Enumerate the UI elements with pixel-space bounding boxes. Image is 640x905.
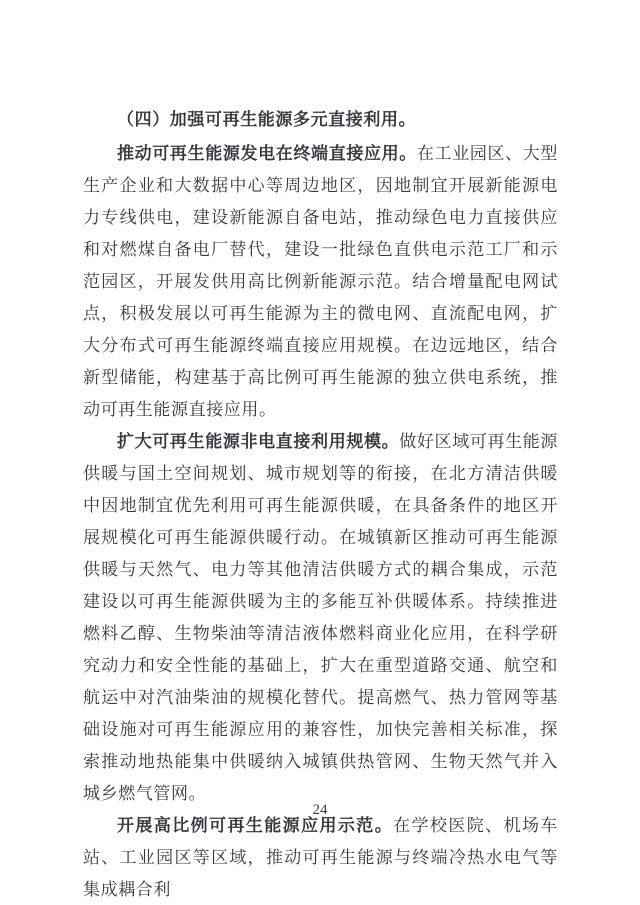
section-heading: （四）加强可再生能源多元直接利用。 (117, 110, 417, 129)
paragraph-3-lead: 开展高比例可再生能源应用示范。 (117, 816, 394, 835)
paragraph-1-text: 在工业园区、大型生产企业和大数据中心等周边地区，因地制宜开展新能源电力专线供电，建设新能源自备电站，推动绿色电力直接供应和对燃煤自备电厂替代，建设一批绿色直供电示范工厂和示范园区，开展发供用高比例新能源示范。结合增量配电网试点，积极发展以可再生能源为主的微电网、直流配电网，扩大分布式可再生能源终端直接应用规模。在边远地区，结合新型储能，构建基于高比例可再生能源的独立供电系统，推动可再生能源直接应用。 (83, 144, 558, 419)
page-number: 24 (312, 802, 328, 818)
paragraph-2-text: 做好区域可再生能源供暖与国土空间规划、城市规划等的衔接，在北方清洁供暖中因地制宜优先利用可再生能源供暖，在具备条件的地区开展规模化可再生能源供暖行动。在城镇新区推动可再生能源供暖与天然气、电力等其他清洁供暖方式的耦合集成，示范建设以可再生能源供暖为主的多能互补供暖体系。持续推进燃料乙醇、生物柴油等清洁液体燃料商业化应用，在科学研究动力和安全性能的基础上，扩大在重型道路交通、航空和航运中对汽油柴油的规模化替代。提高燃气、热力管网等基础设施对可再生能源应用的兼容性，加快完善相关标准，探索推动地热能集中供暖纳入城镇供热管网、生物天然气并入城乡燃气管网。 (83, 432, 558, 803)
paragraph-2-lead: 扩大可再生能源非电直接利用规模。 (117, 432, 400, 451)
paragraph-3 (83, 810, 558, 905)
paragraph-3-text: 在学校医院、机场车站、工业园区等区域，推动可再生能源与终端冷热水电气等集成耦合利 (83, 816, 559, 899)
page-content (83, 104, 558, 905)
paragraph-1 (83, 138, 558, 426)
paragraph-1-lead: 推动可再生能源发电在终端直接应用。 (117, 144, 417, 163)
paragraph-2 (83, 426, 558, 810)
